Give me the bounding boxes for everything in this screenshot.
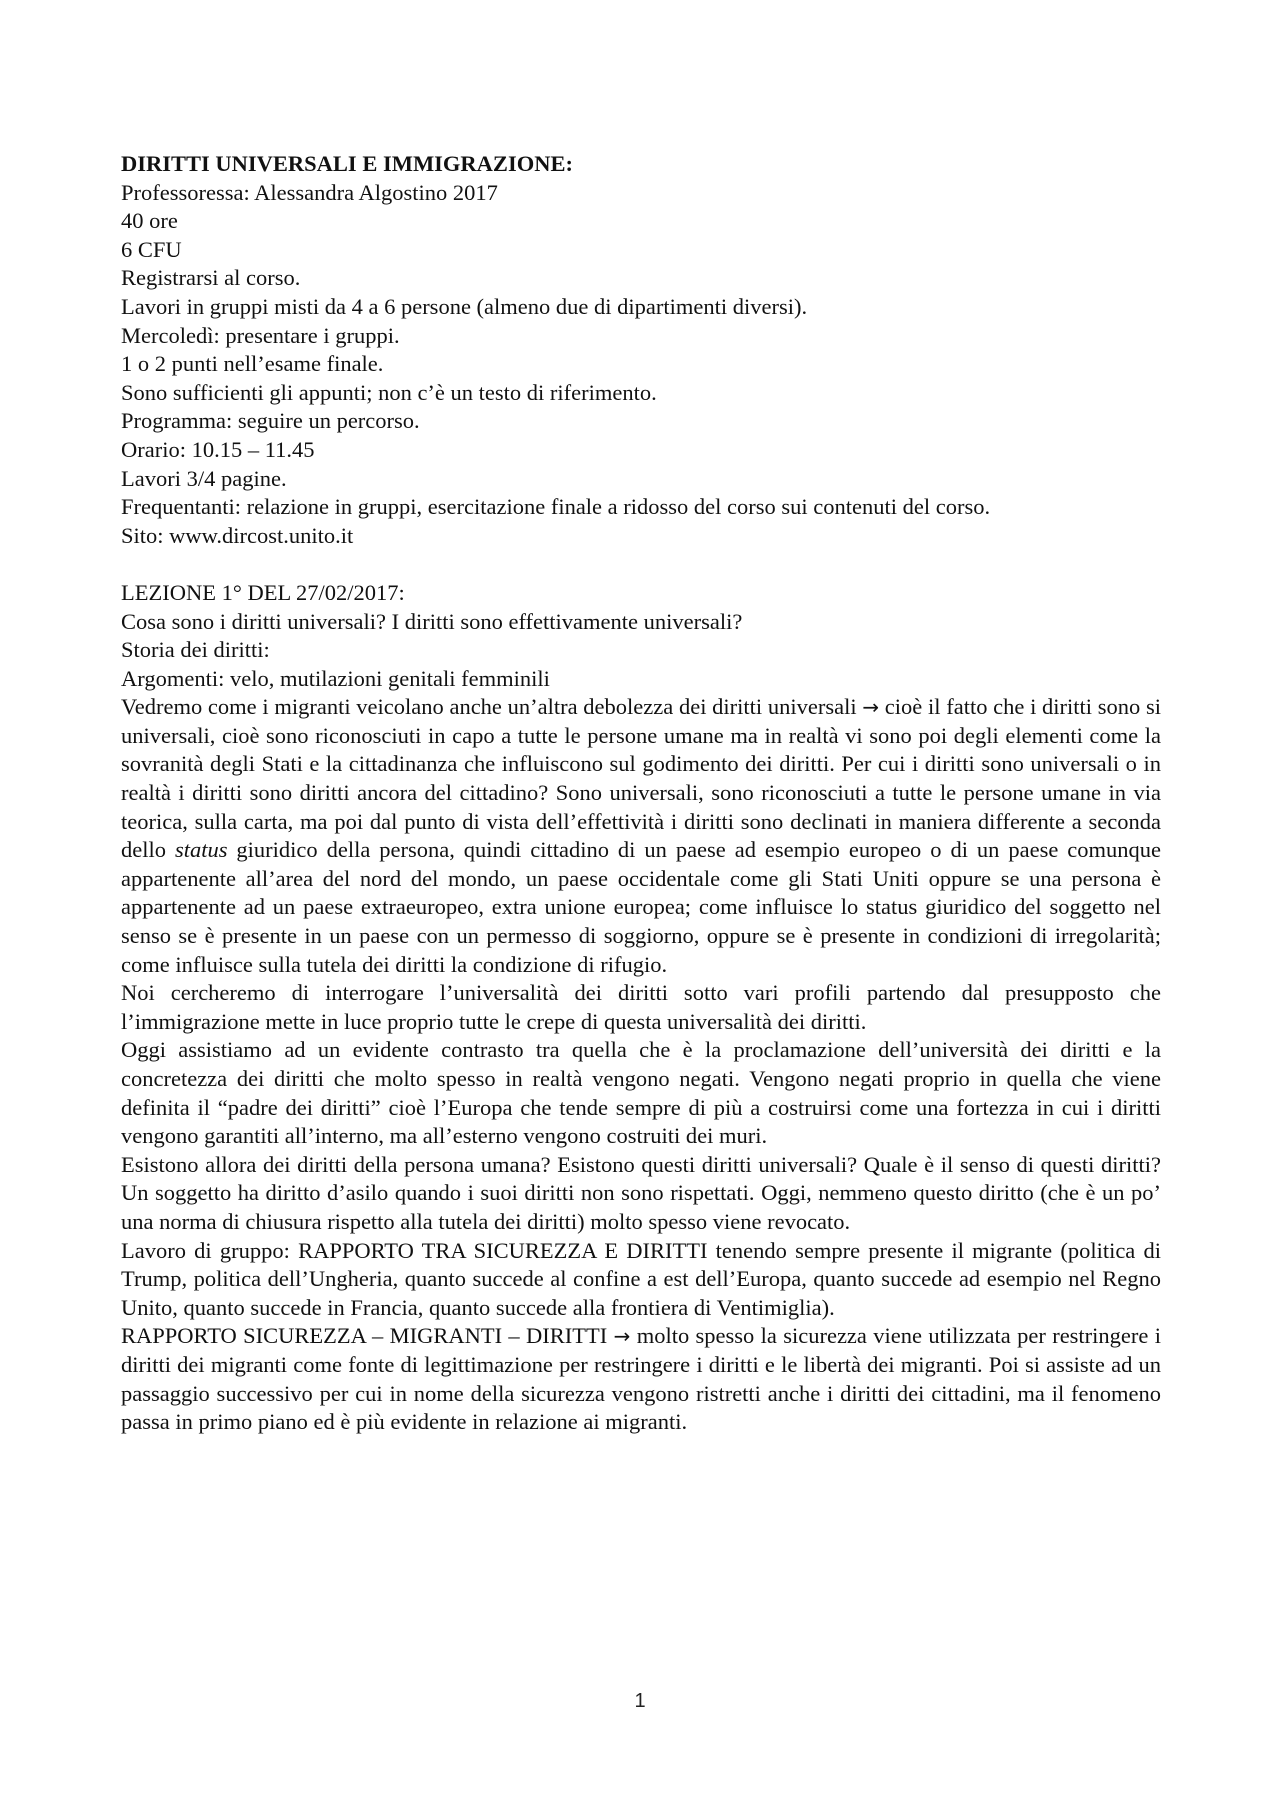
document-body bbox=[121, 150, 1161, 1437]
info-line-professor: Professoressa: Alessandra Algostino 2017 bbox=[121, 179, 498, 205]
section-spacer bbox=[121, 550, 1161, 579]
paragraph-text: RAPPORTO SICUREZZA – MIGRANTI – DIRITTI bbox=[121, 1323, 614, 1349]
info-line-notes: Sono sufficienti gli appunti; non c’è un testo di riferimento. bbox=[121, 379, 657, 405]
lesson-topics: Argomenti: velo, mutilazioni genitali femminili bbox=[121, 665, 550, 691]
lesson-heading: LEZIONE 1° DEL 27/02/2017: bbox=[121, 579, 405, 605]
info-line-hours: 40 ore bbox=[121, 208, 178, 234]
document-title: DIRITTI UNIVERSALI E IMMIGRAZIONE: bbox=[121, 151, 573, 176]
paragraph-text: molto spesso la sicurezza viene utilizzata per restringere i diritti dei migranti come fonte di legittimazione per restringere i diritti e le libertà dei migranti. Poi si assiste ad un passaggio successivo per cui in nome della sicurezza vengono ristretti anche i diritti dei cittadini, ma il fenomeno passa in primo piano ed è più evidente in relazione ai migranti. bbox=[121, 1323, 1161, 1435]
right-arrow-icon: → bbox=[862, 695, 880, 720]
paragraph-text: Vedremo come i migranti veicolano anche un’altra debolezza dei diritti universali bbox=[121, 694, 863, 720]
paragraph-universal-rights bbox=[121, 693, 1161, 979]
info-line-schedule: Orario: 10.15 – 11.45 bbox=[121, 436, 315, 462]
paragraph-security-migrants bbox=[121, 1322, 1161, 1436]
paragraph-group-work: Lavoro di gruppo: RAPPORTO TRA SICUREZZA E DIRITTI tenendo sempre presente il migrante (politica di Trump, politica dell’Ungheria, quanto succede al confine a est dell’Europa, quanto succede ad esempio nel Regno Unito, quanto succede in Francia, quanto succede alla frontiera di Ventimiglia). bbox=[121, 1237, 1161, 1320]
paragraph-text: cioè il fatto che i diritti sono si universali, cioè sono riconosciuti in capo a tutte le persone umane ma in realtà vi sono poi degli elementi come la sovranità degli Stati e la cittadinanza che influiscono sul godimento dei diritti. Per cui i diritti sono universali o in realtà i diritti sono diritti ancora del cittadino? Sono universali, sono riconosciuti a tutte le persone umane in via teorica, sulla carta, ma poi dal punto di vista dell’effettività i diritti sono declinati in maniera differente a seconda dello bbox=[121, 694, 1161, 863]
paragraph-europe-fortress: Oggi assistiamo ad un evidente contrasto tra quella che è la proclamazione dell’università dei diritti e la concretezza dei diritti che molto spesso in realtà vengono negati. Vengono negati proprio in quella che viene definita il “padre dei diritti” cioè l’Europa che tende sempre di più a costruirsi come una fortezza in cui i diritti vengono garantiti all’interno, ma all’esterno vengono costruiti dei muri. bbox=[121, 1037, 1161, 1149]
lesson-question: Cosa sono i diritti universali? I diritti sono effettivamente universali? bbox=[121, 608, 743, 634]
info-line-program: Programma: seguire un percorso. bbox=[121, 408, 420, 434]
info-line-credits: 6 CFU bbox=[121, 236, 182, 262]
info-line-papers: Lavori 3/4 pagine. bbox=[121, 465, 287, 491]
info-line-wednesday: Mercoledì: presentare i gruppi. bbox=[121, 322, 400, 348]
info-line-site: Sito: www.dircost.unito.it bbox=[121, 522, 354, 548]
paragraph-immigration-cracks: Noi cercheremo di interrogare l’universalità dei diritti sotto vari profili partendo dal presupposto che l’immigrazione mette in luce proprio tutte le crepe di questa universalità dei diritti. bbox=[121, 980, 1161, 1034]
paragraph-text: giuridico della persona, quindi cittadino di un paese ad esempio europeo o di un paese comunque appartenente all’area del nord del mondo, un paese occidentale come gli Stati Uniti oppure se una persona è appartenente ad un paese extraeuropeo, extra unione europea; come influisce lo status giuridico del soggetto nel senso se è presente in un paese con un permesso di soggiorno, oppure se è presente in condizioni di irregolarità; come influisce sulla tutela dei diritti la condizione di rifugio. bbox=[121, 837, 1161, 977]
info-line-registration: Registrarsi al corso. bbox=[121, 265, 301, 291]
info-line-points: 1 o 2 punti nell’esame finale. bbox=[121, 351, 384, 377]
page-number: 1 bbox=[634, 1690, 646, 1712]
info-line-attendees: Frequentanti: relazione in gruppi, esercitazione finale a ridosso del corso sui contenuti del corso. bbox=[121, 494, 991, 520]
right-arrow-icon: → bbox=[613, 1324, 631, 1349]
italic-term: status bbox=[174, 837, 228, 863]
paragraph-asylum: Esistono allora dei diritti della persona umana? Esistono questi diritti universali? Quale è il senso di questi diritti? Un soggetto ha diritto d’asilo quando i suoi diritti non sono rispettati. Oggi, nemmeno questo diritto (che è un po’ una norma di chiusura rispetto alla tutela dei diritti) molto spesso viene revocato. bbox=[121, 1151, 1161, 1234]
info-line-groups: Lavori in gruppi misti da 4 a 6 persone (almeno due di dipartimenti diversi). bbox=[121, 293, 808, 319]
lesson-history: Storia dei diritti: bbox=[121, 637, 270, 663]
